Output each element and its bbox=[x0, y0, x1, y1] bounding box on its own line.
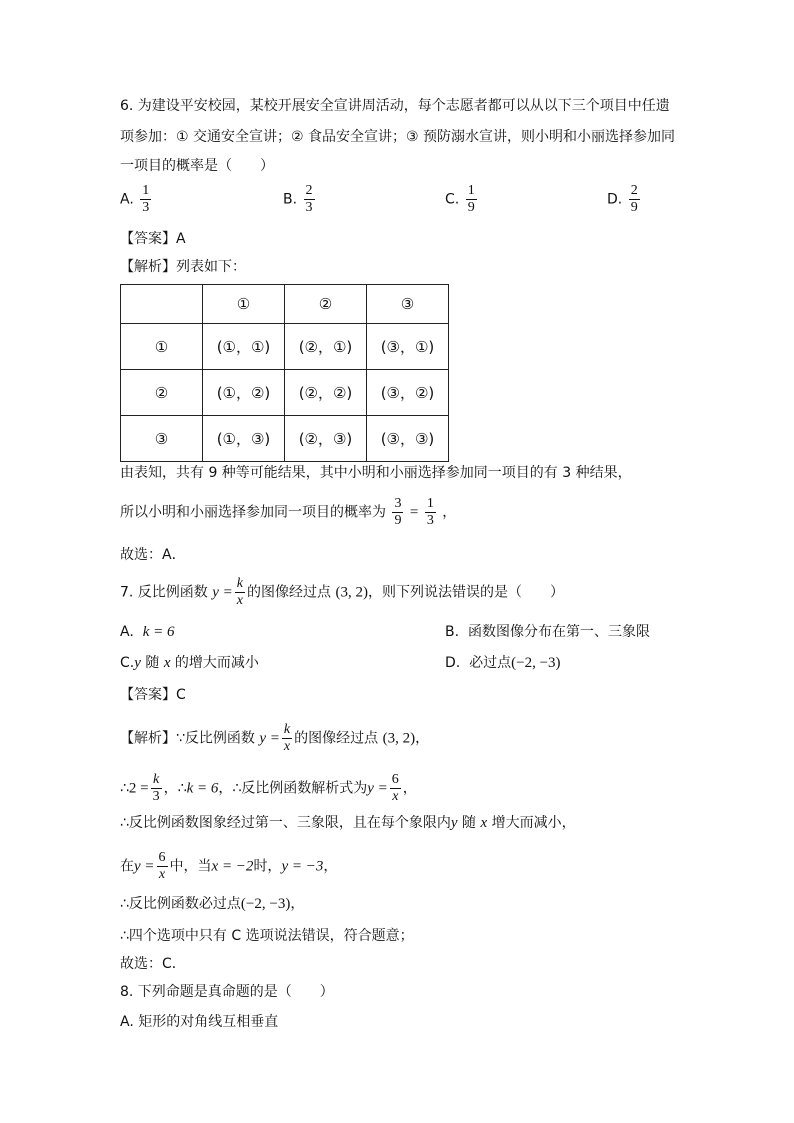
point: (3, 2) bbox=[335, 584, 368, 601]
text: ， bbox=[290, 896, 305, 912]
fraction-numerator: 6 bbox=[391, 772, 399, 787]
text: ， bbox=[415, 730, 430, 747]
table-cell: (②，①) bbox=[285, 324, 367, 370]
table-row-header: ③ bbox=[121, 416, 203, 462]
q7-analysis-line3 bbox=[120, 813, 576, 833]
q6-stem-line1: 6. 为建设平安校园，某校开展安全宣讲周活动，每个志愿者都可以从以下三个项目中任遗 bbox=[120, 98, 670, 114]
text: ，则下列说法错误的是（ ） bbox=[367, 584, 564, 601]
q6-option-d bbox=[607, 183, 642, 216]
option-fraction bbox=[140, 183, 151, 216]
math: y = −3 bbox=[281, 858, 324, 875]
text: 的图像经过点 bbox=[294, 730, 379, 747]
q7-option-b bbox=[445, 622, 650, 642]
point: (−2, −3) bbox=[240, 896, 291, 912]
q6-outcome-table bbox=[120, 284, 449, 462]
table-col-header: ② bbox=[285, 285, 367, 324]
text: 增大而减小， bbox=[487, 815, 576, 831]
fraction-numerator: 3 bbox=[394, 496, 402, 511]
table-cell: (①，②) bbox=[203, 370, 285, 416]
q6-option-c bbox=[445, 183, 479, 216]
q6-option-a bbox=[120, 183, 153, 216]
fraction-denominator: x bbox=[158, 867, 166, 882]
fraction bbox=[157, 850, 168, 883]
text: ∴反比例函数图象经过第一、三象限，且在每个象限内 bbox=[120, 815, 451, 831]
q6-analysis-intro: 【解析】列表如下： bbox=[120, 259, 246, 275]
q7-option-c bbox=[120, 653, 259, 673]
math: x = −2 bbox=[211, 858, 254, 875]
option-label: B. bbox=[445, 624, 460, 640]
math: x bbox=[480, 815, 488, 831]
text: ∴反比例函数必过点 bbox=[120, 896, 241, 912]
table-col-header: ③ bbox=[367, 285, 449, 324]
q7-option-d bbox=[445, 653, 561, 673]
fraction bbox=[392, 496, 403, 529]
table-cell: (③，①) bbox=[367, 324, 449, 370]
q8-stem: 8. 下列命题是真命题的是（ ） bbox=[120, 984, 334, 1000]
fraction-numerator: 1 bbox=[467, 183, 475, 198]
fraction-denominator: 9 bbox=[394, 513, 402, 528]
q7-analysis-line6: ∴四个选项中只有 C 选项说法错误，符合题意； bbox=[120, 928, 414, 944]
text: ，∴反比例函数解析式为 bbox=[218, 780, 368, 797]
text: 时， bbox=[253, 858, 282, 875]
table-row bbox=[121, 324, 449, 370]
q7-option-a bbox=[120, 622, 174, 642]
text: ， bbox=[323, 858, 338, 875]
q7-answer: 【答案】C bbox=[120, 687, 186, 703]
q7-analysis-line1 bbox=[120, 722, 429, 755]
fraction-denominator: 9 bbox=[467, 200, 475, 215]
text: 【解析】∵反比例函数 bbox=[120, 730, 255, 747]
q6-stem-line3: 一项目的概率是（ ） bbox=[120, 158, 274, 174]
table-corner-cell bbox=[121, 285, 203, 324]
option-fraction bbox=[466, 183, 477, 216]
math: 2 = bbox=[128, 780, 149, 797]
fraction-numerator: k bbox=[283, 722, 291, 737]
text: 随 bbox=[140, 655, 164, 671]
table-row-header: ② bbox=[121, 370, 203, 416]
table-row bbox=[121, 370, 449, 416]
table-row-header: ① bbox=[121, 324, 203, 370]
option-text: 函数图像分布在第一、三象限 bbox=[467, 624, 650, 640]
point: (3, 2) bbox=[382, 730, 416, 747]
table-row bbox=[121, 416, 449, 462]
fraction-denominator: 9 bbox=[630, 200, 638, 215]
option-text: 必过点 bbox=[469, 655, 512, 671]
fraction bbox=[390, 772, 401, 805]
option-label: D. bbox=[607, 191, 623, 208]
q7-stem bbox=[120, 576, 564, 609]
option-label: D. bbox=[445, 655, 461, 671]
text: 7. 反比例函数 bbox=[120, 584, 208, 601]
table-cell: (②，③) bbox=[285, 416, 367, 462]
text: 中，当 bbox=[169, 858, 212, 875]
option-fraction bbox=[629, 183, 640, 216]
q6-option-b bbox=[283, 183, 317, 216]
fraction-denominator: 3 bbox=[142, 200, 150, 215]
fraction bbox=[282, 722, 292, 755]
text: ，∴ bbox=[163, 780, 187, 797]
q7-analysis-line2 bbox=[120, 772, 417, 805]
option-label: C. bbox=[445, 191, 460, 208]
option-text: 的增大而减小 bbox=[170, 655, 259, 671]
q8-option-a: A. 矩形的对角线互相垂直 bbox=[120, 1014, 279, 1030]
fraction bbox=[235, 576, 245, 609]
table-cell: (③，②) bbox=[367, 370, 449, 416]
option-label: A. bbox=[120, 191, 134, 208]
fraction-denominator: x bbox=[392, 789, 399, 804]
fraction bbox=[151, 772, 162, 805]
option-label: A. bbox=[120, 624, 134, 640]
math: k = 6 bbox=[186, 780, 219, 797]
text: ， bbox=[402, 780, 417, 797]
table-cell: (③，③) bbox=[367, 416, 449, 462]
table-col-header: ① bbox=[203, 285, 285, 324]
fraction-numerator: 6 bbox=[158, 850, 166, 865]
table-header-row bbox=[121, 285, 449, 324]
fraction-numerator: 1 bbox=[426, 496, 434, 511]
math: y bbox=[134, 655, 141, 671]
fraction-denominator: 3 bbox=[305, 200, 313, 215]
option-label: C. bbox=[120, 655, 135, 671]
table-cell: (①，③) bbox=[203, 416, 285, 462]
math: y bbox=[450, 815, 458, 831]
q6-conclusion-line2 bbox=[120, 496, 456, 529]
fraction-denominator: 3 bbox=[426, 513, 434, 528]
q6-stem-line2: 项参加：① 交通安全宣讲；② 食品安全宣讲；③ 预防溺水宣讲，则小明和小丽选择参加同 bbox=[120, 129, 676, 145]
equals-sign: = bbox=[409, 504, 419, 521]
fraction-numerator: 1 bbox=[142, 183, 150, 198]
fraction-numerator: 2 bbox=[630, 183, 638, 198]
text: 在 bbox=[120, 858, 134, 875]
option-text: k = 6 bbox=[142, 624, 175, 640]
math: y = bbox=[367, 780, 388, 797]
q6-choose: 故选：A． bbox=[120, 547, 186, 563]
q7-analysis-line4 bbox=[120, 850, 337, 883]
text: 的图像经过点 bbox=[247, 584, 332, 601]
math: y = bbox=[259, 730, 280, 747]
fraction-denominator: x bbox=[283, 739, 291, 754]
text: 随 bbox=[457, 815, 481, 831]
fraction-numerator: k bbox=[236, 576, 244, 591]
therefore-symbol: ∴ bbox=[120, 780, 129, 797]
point: (−2, −3) bbox=[511, 655, 561, 671]
fraction-denominator: x bbox=[236, 593, 244, 608]
fraction-numerator: 2 bbox=[305, 183, 313, 198]
table-cell: (①，①) bbox=[203, 324, 285, 370]
fraction-denominator: 3 bbox=[152, 789, 160, 804]
math: x bbox=[163, 655, 171, 671]
q7-analysis-line5 bbox=[120, 894, 304, 914]
option-fraction bbox=[304, 183, 315, 216]
q6-conclusion-line1: 由表知，共有 9 种等可能结果，其中小明和小丽选择参加同一项目的有 3 种结果， bbox=[120, 465, 632, 481]
table-cell: (②，②) bbox=[285, 370, 367, 416]
option-label: B. bbox=[283, 191, 298, 208]
math: y = bbox=[212, 584, 233, 601]
q7-choose: 故选：C． bbox=[120, 956, 186, 972]
fraction bbox=[425, 496, 436, 529]
math: y = bbox=[134, 858, 155, 875]
text: ， bbox=[442, 504, 457, 521]
fraction-numerator: k bbox=[151, 772, 162, 789]
q6-answer: 【答案】A bbox=[120, 231, 186, 247]
text: 所以小明和小丽选择参加同一项目的概率为 bbox=[120, 504, 386, 521]
